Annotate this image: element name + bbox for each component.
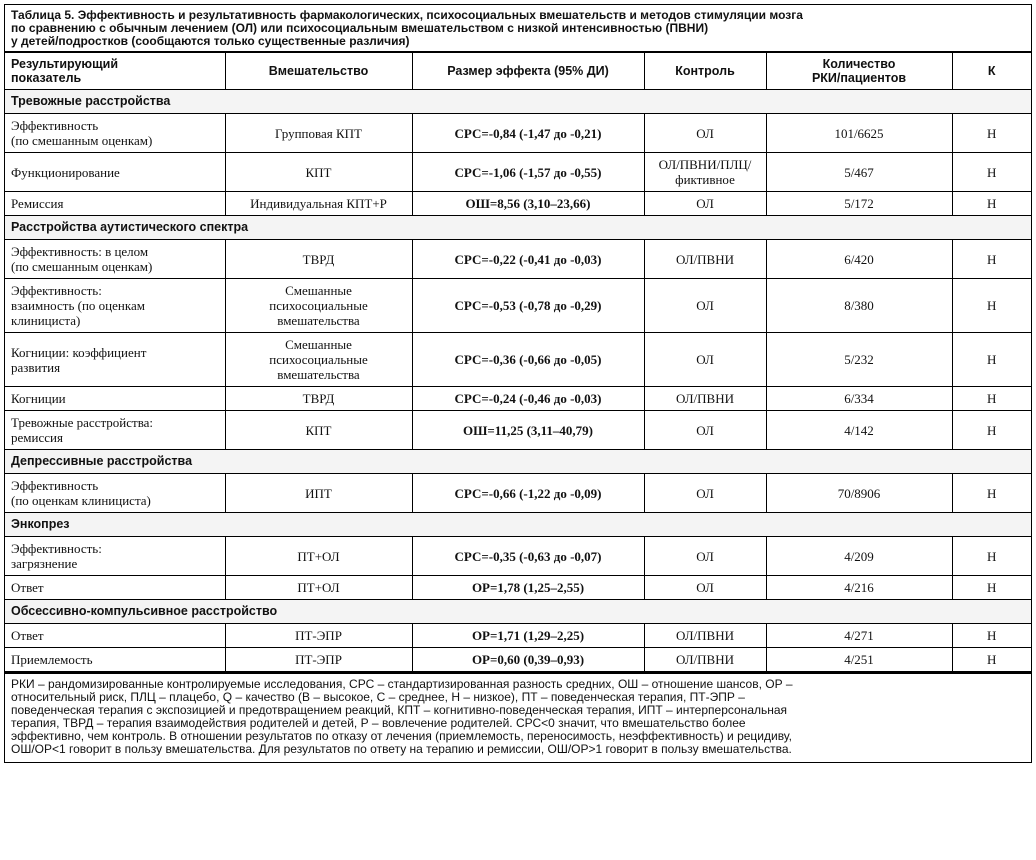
control-line: ОЛ — [696, 298, 714, 313]
cell-outcome — [5, 576, 225, 600]
intervention-line: ПТ+ОЛ — [297, 548, 340, 564]
intervention-line: психосоциальные — [269, 298, 368, 313]
cell-outcome — [5, 279, 225, 333]
table-row — [5, 537, 1031, 576]
control-line: ОЛ/ПВНИ/ПЛЦ/ — [658, 157, 752, 172]
outcome-line: Эффективность: — [11, 541, 102, 556]
control-line: ОЛ — [696, 580, 714, 595]
table-row — [5, 387, 1031, 411]
table-row — [5, 279, 1031, 333]
outcome-line: развития — [11, 359, 61, 375]
table-row — [5, 240, 1031, 279]
control-line: ОЛ — [696, 422, 714, 438]
intervention-line: Смешанные — [285, 283, 352, 298]
intervention-line: КПТ — [305, 422, 332, 438]
control-line: ОЛ/ПВНИ — [675, 391, 734, 406]
cell-outcome — [5, 114, 225, 153]
cell-effect-size: СРС=-0,35 (-0,63 до -0,07) — [412, 537, 644, 576]
intervention-line: ТВРД — [302, 251, 335, 267]
header-control: Контроль — [644, 53, 766, 90]
intervention-line: КПТ — [305, 164, 332, 180]
caption-line: по сравнению с обычным лечением (ОЛ) или психосоциальным вмешательством с низкой интенсивностью (ПВНИ) — [11, 21, 709, 35]
cell-control — [644, 624, 766, 648]
cell-intervention — [225, 333, 412, 387]
cell-outcome — [5, 387, 225, 411]
cell-effect-size: СРС=-0,36 (-0,66 до -0,05) — [412, 333, 644, 387]
intervention-line: Групповая КПТ — [275, 125, 362, 141]
control-line: ОЛ — [696, 196, 714, 211]
outcome-line: (по смешанным оценкам) — [11, 133, 153, 148]
header-quality: К — [952, 53, 1031, 90]
section-row — [5, 450, 1031, 474]
cell-count: 5/467 — [766, 153, 952, 192]
outcome-line: (по смешанным оценкам) — [11, 259, 153, 274]
header-outcome — [5, 53, 225, 90]
cell-intervention — [225, 537, 412, 576]
control-line: ОЛ/ПВНИ — [675, 251, 734, 267]
intervention-line: вмешательства — [277, 367, 360, 382]
cell-effect-size: СРС=-0,22 (-0,41 до -0,03) — [412, 240, 644, 279]
cell-control — [644, 279, 766, 333]
cell-control — [644, 387, 766, 411]
cell-intervention — [225, 279, 412, 333]
cell-count: 8/380 — [766, 279, 952, 333]
cell-control — [644, 114, 766, 153]
table-row — [5, 474, 1031, 513]
outcome-line: Приемлемость — [11, 652, 93, 667]
cell-outcome — [5, 240, 225, 279]
table-row — [5, 153, 1031, 192]
header-effect-size: Размер эффекта (95% ДИ) — [412, 53, 644, 90]
outcome-line: Эффективность — [11, 118, 99, 133]
cell-intervention — [225, 387, 412, 411]
cell-outcome — [5, 192, 225, 216]
cell-outcome — [5, 333, 225, 387]
cell-effect-size: ОШ=11,25 (3,11–40,79) — [412, 411, 644, 450]
cell-quality: Н — [952, 153, 1031, 192]
control-line: ОЛ/ПВНИ — [675, 628, 734, 643]
control-line: ОЛ — [696, 548, 714, 564]
cell-outcome — [5, 648, 225, 672]
outcome-line: Ответ — [11, 628, 44, 643]
table-row — [5, 624, 1031, 648]
caption-line: Таблица 5. Эффективность и результативность фармакологических, психосоциальных вмешательств и методов стимуляции мозга — [11, 8, 803, 22]
cell-effect-size: СРС=-1,06 (-1,57 до -0,55) — [412, 153, 644, 192]
cell-count: 4/142 — [766, 411, 952, 450]
header-count-line: РКИ/пациентов — [811, 71, 907, 85]
intervention-line: ТВРД — [302, 391, 335, 406]
cell-control — [644, 537, 766, 576]
outcome-line: Эффективность — [11, 478, 99, 493]
footnote-line: РКИ – рандомизированные контролируемые исследования, СРС – стандартизированная разность средних, ОШ – отношение шансов, ОР – — [11, 677, 793, 691]
cell-outcome — [5, 474, 225, 513]
cell-control — [644, 474, 766, 513]
section-row — [5, 600, 1031, 624]
outcome-line: ремиссия — [11, 430, 63, 445]
section-row — [5, 513, 1031, 537]
intervention-line: психосоциальные — [269, 352, 368, 367]
cell-intervention — [225, 153, 412, 192]
cell-control — [644, 240, 766, 279]
table-row — [5, 411, 1031, 450]
intervention-line: ПТ+ОЛ — [297, 580, 340, 595]
footnote-line: поведенческая терапия с экспозицией и предотвращением реакций, КПТ – когнитивно-поведенческая терапия, ИПТ – интерперсональная — [11, 703, 788, 717]
cell-count: 4/251 — [766, 648, 952, 672]
outcome-line: (по оценкам клинициста) — [11, 493, 151, 508]
cell-quality: Н — [952, 411, 1031, 450]
header-outcome-line: Результирующий — [11, 57, 119, 71]
cell-quality: Н — [952, 279, 1031, 333]
cell-count: 70/8906 — [766, 474, 952, 513]
section-title: Обсессивно-компульсивное расстройство — [5, 600, 1031, 624]
cell-effect-size: СРС=-0,24 (-0,46 до -0,03) — [412, 387, 644, 411]
outcome-line: Эффективность: в целом — [11, 244, 149, 259]
section-title: Энкопрез — [5, 513, 1031, 537]
table-row — [5, 576, 1031, 600]
cell-outcome — [5, 411, 225, 450]
cell-control — [644, 153, 766, 192]
cell-effect-size: СРС=-0,66 (-1,22 до -0,09) — [412, 474, 644, 513]
control-line: ОЛ — [696, 352, 714, 367]
cell-count: 4/209 — [766, 537, 952, 576]
cell-quality: Н — [952, 333, 1031, 387]
footnote-line: эффективно, чем контроль. В отношении результатов по отказу от лечения (приемлемость, переносимость, неэффективность) и рецидиву, — [11, 729, 792, 743]
cell-outcome — [5, 624, 225, 648]
intervention-line: Смешанные — [285, 337, 352, 352]
header-count — [766, 53, 952, 90]
cell-intervention — [225, 648, 412, 672]
outcome-line: клинициста) — [11, 313, 81, 328]
intervention-line: вмешательства — [277, 313, 360, 328]
control-line: фиктивное — [675, 172, 735, 187]
cell-intervention — [225, 192, 412, 216]
cell-intervention — [225, 240, 412, 279]
outcome-line: Тревожные расстройства: — [11, 415, 154, 430]
cell-count: 5/172 — [766, 192, 952, 216]
cell-effect-size: ОР=0,60 (0,39–0,93) — [412, 648, 644, 672]
outcome-line: Ответ — [11, 580, 44, 595]
header-count-line: Количество — [822, 57, 896, 71]
cell-count: 101/6625 — [766, 114, 952, 153]
cell-intervention — [225, 114, 412, 153]
cell-intervention — [225, 411, 412, 450]
table-footnote — [5, 672, 1031, 762]
cell-quality: Н — [952, 537, 1031, 576]
outcome-line: Когниции: коэффициент — [11, 344, 147, 360]
table-caption — [5, 5, 1031, 53]
section-title: Депрессивные расстройства — [5, 450, 1031, 474]
cell-count: 4/216 — [766, 576, 952, 600]
results-table — [5, 53, 1031, 672]
outcome-line: Эффективность: — [11, 283, 102, 298]
cell-effect-size: ОШ=8,56 (3,10–23,66) — [412, 192, 644, 216]
outcome-line: Когниции — [11, 391, 66, 406]
cell-control — [644, 648, 766, 672]
cell-intervention — [225, 474, 412, 513]
cell-control — [644, 192, 766, 216]
cell-intervention — [225, 624, 412, 648]
section-row — [5, 90, 1031, 114]
intervention-line: ПТ-ЭПР — [295, 628, 342, 643]
cell-outcome — [5, 153, 225, 192]
cell-effect-size: ОР=1,71 (1,29–2,25) — [412, 624, 644, 648]
outcome-line: взаимность (по оценкам — [11, 298, 145, 313]
outcome-line: Функционирование — [11, 164, 120, 180]
caption-line: у детей/подростков (сообщаются только существенные различия) — [11, 34, 410, 48]
cell-quality: Н — [952, 624, 1031, 648]
intervention-line: Индивидуальная КПТ+Р — [250, 196, 387, 211]
cell-quality: Н — [952, 648, 1031, 672]
cell-control — [644, 411, 766, 450]
header-outcome-line: показатель — [11, 71, 82, 85]
section-title: Тревожные расстройства — [5, 90, 1031, 114]
table-body — [5, 90, 1031, 672]
outcome-line: Ремиссия — [11, 196, 64, 211]
cell-quality: Н — [952, 114, 1031, 153]
intervention-line: ИПТ — [305, 485, 332, 501]
intervention-line: ПТ-ЭПР — [295, 652, 342, 667]
cell-effect-size: СРС=-0,53 (-0,78 до -0,29) — [412, 279, 644, 333]
section-title: Расстройства аутистического спектра — [5, 216, 1031, 240]
cell-quality: Н — [952, 474, 1031, 513]
table-row — [5, 192, 1031, 216]
cell-quality: Н — [952, 387, 1031, 411]
header-row — [5, 53, 1031, 90]
table-row — [5, 114, 1031, 153]
control-line: ОЛ — [696, 125, 714, 141]
table-row — [5, 333, 1031, 387]
cell-intervention — [225, 576, 412, 600]
footnote-line: ОШ/ОР<1 говорит в пользу вмешательства. Для результатов по ответу на терапию и ремиссии, ОШ/ОР>1 говорит в пользу вмешательства. — [11, 742, 792, 756]
cell-control — [644, 333, 766, 387]
control-line: ОЛ/ПВНИ — [675, 652, 734, 667]
footnote-line: относительный риск, ПЛЦ – плацебо, Q – качество (В – высокое, С – среднее, Н – низкое), ПТ – поведенческая терапия, ПТ-ЭПР – — [11, 690, 745, 704]
outcome-line: загрязнение — [11, 556, 78, 571]
results-table-document — [4, 4, 1032, 763]
section-row — [5, 216, 1031, 240]
cell-count: 4/271 — [766, 624, 952, 648]
cell-count: 5/232 — [766, 333, 952, 387]
cell-control — [644, 576, 766, 600]
cell-effect-size: СРС=-0,84 (-1,47 до -0,21) — [412, 114, 644, 153]
cell-quality: Н — [952, 240, 1031, 279]
control-line: ОЛ — [696, 485, 714, 501]
footnote-line: терапия, ТВРД – терапия взаимодействия родителей и детей, Р – вовлечение родителей. СРС<0 значит, что вмешательство более — [11, 716, 746, 730]
cell-outcome — [5, 537, 225, 576]
header-intervention: Вмешательство — [225, 53, 412, 90]
cell-count: 6/420 — [766, 240, 952, 279]
cell-effect-size: ОР=1,78 (1,25–2,55) — [412, 576, 644, 600]
cell-quality: Н — [952, 576, 1031, 600]
table-row — [5, 648, 1031, 672]
cell-count: 6/334 — [766, 387, 952, 411]
cell-quality: Н — [952, 192, 1031, 216]
